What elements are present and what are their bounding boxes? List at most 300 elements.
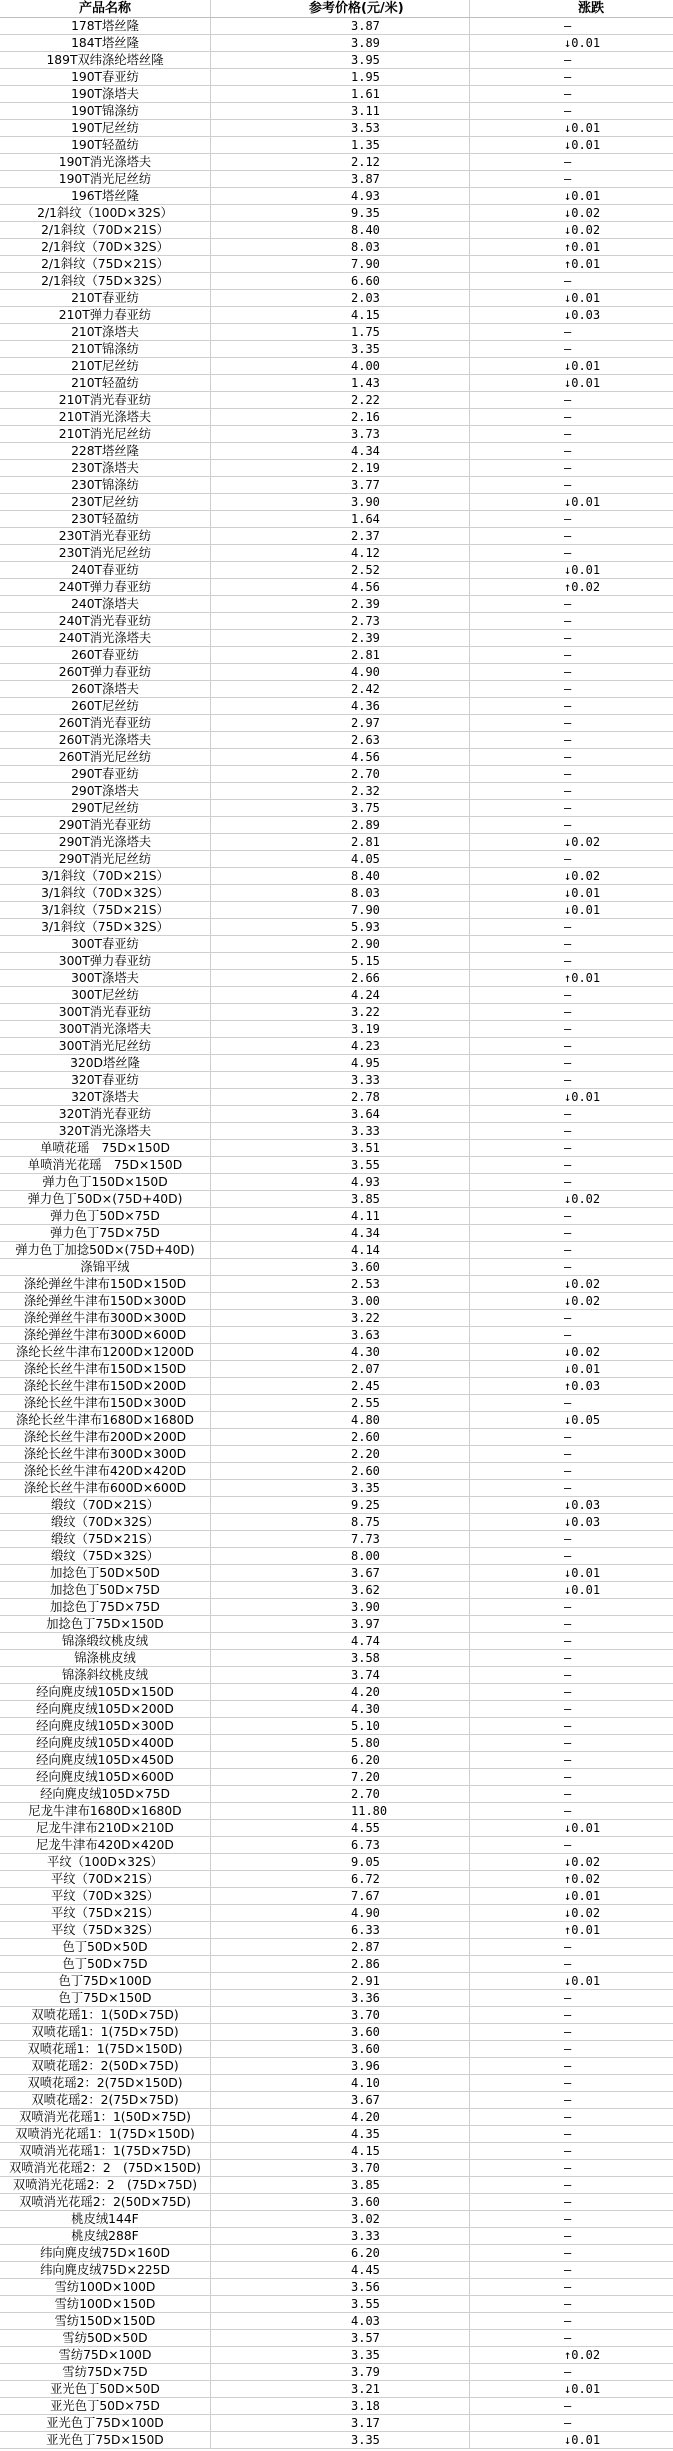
table-row <box>0 477 673 494</box>
price-cell: 6.60 <box>351 274 380 288</box>
price-cell: 3.60 <box>351 2195 380 2209</box>
change-cell: — <box>564 1991 572 2005</box>
price-cell: 8.03 <box>351 886 380 900</box>
product-name-cell: 290T尼丝纺 <box>71 801 139 815</box>
product-name-cell: 230T锦涤纺 <box>71 478 139 492</box>
price-cell: 3.96 <box>351 2059 380 2073</box>
table-row <box>0 103 673 120</box>
change-cell: ↑0.01 <box>564 1923 601 1937</box>
change-cell: — <box>564 155 572 169</box>
table-row <box>0 783 673 800</box>
price-cell: 2.87 <box>351 1940 380 1954</box>
product-name-cell: 涤纶弹丝牛津布300D×300D <box>23 1311 187 1325</box>
price-cell: 3.62 <box>351 1583 380 1597</box>
change-cell: — <box>564 87 572 101</box>
table-row <box>0 171 673 188</box>
product-name-cell: 双喷消光花瑶1：1(50D×75D) <box>19 2110 191 2124</box>
price-cell: 5.93 <box>351 920 380 934</box>
product-name-cell: 涤纶长丝牛津布150D×300D <box>23 1396 187 1410</box>
product-name-cell: 涤纶弹丝牛津布300D×600D <box>23 1328 187 1342</box>
change-cell: — <box>564 1260 572 1274</box>
change-cell: — <box>564 1396 572 1410</box>
table-row <box>0 2143 673 2160</box>
change-cell: — <box>564 2246 572 2260</box>
price-cell: 2.90 <box>351 937 380 951</box>
change-cell: ↓0.01 <box>564 1362 601 1376</box>
change-cell: ↓0.01 <box>564 1566 601 1580</box>
change-cell: — <box>564 1957 572 1971</box>
table-row <box>0 1837 673 1854</box>
table-row <box>0 919 673 936</box>
change-cell: — <box>564 2110 572 2124</box>
product-name-cell: 190T尼丝纺 <box>71 121 139 135</box>
change-cell: — <box>564 1447 572 1461</box>
price-cell: 2.12 <box>351 155 380 169</box>
product-name-cell: 190T锦涤纺 <box>71 104 139 118</box>
price-cell: 4.80 <box>351 1413 380 1427</box>
price-cell: 3.19 <box>351 1022 380 1036</box>
table-row <box>0 2041 673 2058</box>
change-cell: — <box>564 716 572 730</box>
table-row <box>0 2415 673 2432</box>
change-cell: — <box>564 19 572 33</box>
table-row <box>0 307 673 324</box>
price-cell: 8.75 <box>351 1515 380 1529</box>
product-name-cell: 260T春亚纺 <box>71 648 139 662</box>
price-cell: 7.67 <box>351 1889 380 1903</box>
change-cell: — <box>564 2059 572 2073</box>
change-cell: — <box>564 512 572 526</box>
table-row <box>0 1242 673 1259</box>
table-row <box>0 1905 673 1922</box>
change-cell: — <box>564 988 572 1002</box>
product-name-cell: 2/1斜纹（75D×32S） <box>41 274 169 288</box>
change-cell: — <box>564 2144 572 2158</box>
change-cell: ↓0.01 <box>564 563 601 577</box>
table-row <box>0 239 673 256</box>
price-cell: 3.90 <box>351 495 380 509</box>
price-cell: 2.16 <box>351 410 380 424</box>
price-cell: 3.56 <box>351 2280 380 2294</box>
table-row <box>0 834 673 851</box>
change-cell: ↓0.01 <box>564 1090 601 1104</box>
price-cell: 2.60 <box>351 1464 380 1478</box>
table-row <box>0 1123 673 1140</box>
price-cell: 4.12 <box>351 546 380 560</box>
product-name-cell: 240T涤塔夫 <box>71 597 139 611</box>
table-row <box>0 2007 673 2024</box>
product-name-cell: 锦涤缎纹桃皮绒 <box>61 1634 149 1648</box>
change-cell: ↓0.03 <box>564 1515 601 1529</box>
product-name-cell: 桃皮绒288F <box>71 2229 139 2243</box>
table-row <box>0 1361 673 1378</box>
change-cell: ↓0.01 <box>564 1974 601 1988</box>
price-cell: 3.90 <box>351 1600 380 1614</box>
product-name-cell: 弹力色丁75D×75D <box>50 1226 160 1240</box>
product-name-cell: 2/1斜纹（100D×32S） <box>37 206 173 220</box>
product-name-cell: 经向麂皮绒105D×400D <box>36 1736 174 1750</box>
product-name-cell: 缎纹（70D×32S） <box>50 1515 160 1529</box>
table-row <box>0 1276 673 1293</box>
product-name-cell: 色丁50D×75D <box>62 1957 148 1971</box>
change-cell: ↓0.01 <box>564 376 601 390</box>
table-row <box>0 1973 673 1990</box>
change-cell: — <box>564 1243 572 1257</box>
product-name-cell: 加捻色丁50D×75D <box>50 1583 160 1597</box>
table-row <box>0 732 673 749</box>
table-row <box>0 1293 673 1310</box>
price-cell: 3.97 <box>351 1617 380 1631</box>
price-cell: 3.70 <box>351 2161 380 2175</box>
price-cell: 7.73 <box>351 1532 380 1546</box>
product-name-cell: 弹力色丁50D×(75D+40D) <box>27 1192 183 1206</box>
price-cell: 2.55 <box>351 1396 380 1410</box>
change-cell: — <box>564 2076 572 2090</box>
product-name-cell: 230T消光春亚纺 <box>58 529 152 543</box>
change-cell: — <box>564 478 572 492</box>
table-row <box>0 1140 673 1157</box>
product-name-cell: 平纹（70D×21S） <box>50 1872 160 1886</box>
price-cell: 2.70 <box>351 1787 380 1801</box>
price-cell: 6.20 <box>351 1753 380 1767</box>
table-row <box>0 749 673 766</box>
change-cell: — <box>564 1056 572 1070</box>
product-name-cell: 桃皮绒144F <box>71 2212 139 2226</box>
table-row <box>0 562 673 579</box>
table-row <box>0 1922 673 1939</box>
product-name-cell: 230T轻盈纺 <box>71 512 139 526</box>
product-name-cell: 290T春亚纺 <box>71 767 139 781</box>
product-name-cell: 3/1斜纹（75D×21S） <box>41 903 169 917</box>
change-cell: — <box>564 1532 572 1546</box>
change-cell: ↓0.02 <box>564 1855 601 1869</box>
product-name-cell: 290T消光春亚纺 <box>58 818 152 832</box>
product-name-cell: 320T消光涤塔夫 <box>58 1124 152 1138</box>
price-cell: 11.80 <box>351 1804 388 1818</box>
product-name-cell: 经向麂皮绒105D×450D <box>36 1753 174 1767</box>
table-row <box>0 188 673 205</box>
change-cell: — <box>564 1464 572 1478</box>
price-cell: 3.35 <box>351 2433 380 2447</box>
price-cell: 3.35 <box>351 342 380 356</box>
table-row <box>0 647 673 664</box>
table-row <box>0 1310 673 1327</box>
change-cell: — <box>564 2178 572 2192</box>
table-row <box>0 1684 673 1701</box>
table-row <box>0 137 673 154</box>
product-name-cell: 300T春亚纺 <box>71 937 139 951</box>
price-cell: 4.20 <box>351 1685 380 1699</box>
table-header <box>0 0 673 18</box>
price-cell: 3.21 <box>351 2382 380 2396</box>
table-row <box>0 1803 673 1820</box>
price-cell: 9.05 <box>351 1855 380 1869</box>
change-cell: — <box>564 325 572 339</box>
product-name-cell: 色丁75D×100D <box>58 1974 152 1988</box>
product-name-cell: 双喷花瑶1：1(75D×150D) <box>27 2042 183 2056</box>
table-row <box>0 936 673 953</box>
product-name-cell: 210T尼丝纺 <box>71 359 139 373</box>
price-cell: 1.43 <box>351 376 380 390</box>
price-cell: 2.63 <box>351 733 380 747</box>
table-row <box>0 953 673 970</box>
product-name-cell: 雪纺75D×100D <box>58 2348 152 2362</box>
product-name-cell: 178T塔丝隆 <box>71 19 139 33</box>
price-cell: 4.93 <box>351 189 380 203</box>
change-cell: — <box>564 1005 572 1019</box>
product-name-cell: 300T尼丝纺 <box>71 988 139 1002</box>
price-cell: 4.15 <box>351 2144 380 2158</box>
product-name-cell: 平纹（75D×21S） <box>50 1906 160 1920</box>
product-name-cell: 双喷消光花瑶1：1(75D×75D) <box>19 2144 191 2158</box>
change-cell: — <box>564 2314 572 2328</box>
change-cell: — <box>564 104 572 118</box>
price-cell: 4.34 <box>351 1226 380 1240</box>
table-row <box>0 596 673 613</box>
price-cell: 3.22 <box>351 1005 380 1019</box>
table-row <box>0 222 673 239</box>
table-row <box>0 630 673 647</box>
price-cell: 2.97 <box>351 716 380 730</box>
product-name-cell: 3/1斜纹（70D×21S） <box>41 869 169 883</box>
change-cell: — <box>564 2025 572 2039</box>
change-cell: ↓0.01 <box>564 1821 601 1835</box>
product-name-cell: 320T消光春亚纺 <box>58 1107 152 1121</box>
price-cell: 2.78 <box>351 1090 380 1104</box>
price-cell: 8.00 <box>351 1549 380 1563</box>
product-name-cell: 210T涤塔夫 <box>71 325 139 339</box>
product-name-cell: 300T涤塔夫 <box>71 971 139 985</box>
price-cell: 3.64 <box>351 1107 380 1121</box>
price-cell: 4.90 <box>351 1906 380 1920</box>
product-name-cell: 加捻色丁75D×75D <box>50 1600 160 1614</box>
product-name-cell: 300T弹力春亚纺 <box>58 954 152 968</box>
change-cell: — <box>564 1022 572 1036</box>
table-row <box>0 1769 673 1786</box>
price-cell: 2.60 <box>351 1430 380 1444</box>
change-cell: — <box>564 852 572 866</box>
product-name-cell: 涤纶长丝牛津布1200D×1200D <box>16 1345 194 1359</box>
product-name-cell: 经向麂皮绒105D×200D <box>36 1702 174 1716</box>
table-row <box>0 52 673 69</box>
table-row <box>0 1701 673 1718</box>
product-name-cell: 双喷花瑶2：2(50D×75D) <box>31 2059 179 2073</box>
price-cell: 4.20 <box>351 2110 380 2124</box>
product-name-cell: 210T锦涤纺 <box>71 342 139 356</box>
table-row <box>0 1259 673 1276</box>
change-cell: — <box>564 1804 572 1818</box>
price-cell: 2.20 <box>351 1447 380 1461</box>
change-cell: — <box>564 172 572 186</box>
table-row <box>0 1939 673 1956</box>
change-cell: ↑0.01 <box>564 257 601 271</box>
price-cell: 2.39 <box>351 597 380 611</box>
product-name-cell: 弹力色丁150D×150D <box>42 1175 168 1189</box>
price-cell: 3.85 <box>351 2178 380 2192</box>
price-cell: 3.58 <box>351 1651 380 1665</box>
change-cell: ↓0.02 <box>564 1294 601 1308</box>
product-name-cell: 弹力色丁50D×75D <box>50 1209 160 1223</box>
product-name-cell: 320D塔丝隆 <box>70 1056 140 1070</box>
change-cell: — <box>564 631 572 645</box>
table-row <box>0 1854 673 1871</box>
table-row <box>0 1718 673 1735</box>
product-name-cell: 弹力色丁加捻50D×(75D+40D) <box>15 1243 195 1257</box>
table-row <box>0 817 673 834</box>
price-cell: 2.91 <box>351 1974 380 1988</box>
price-cell: 5.80 <box>351 1736 380 1750</box>
table-row <box>0 1752 673 1769</box>
table-row <box>0 1157 673 1174</box>
change-cell: — <box>564 2229 572 2243</box>
change-cell: — <box>564 818 572 832</box>
table-row <box>0 1344 673 1361</box>
table-row <box>0 1208 673 1225</box>
price-cell: 4.56 <box>351 580 380 594</box>
table-row <box>0 2330 673 2347</box>
change-cell: — <box>564 648 572 662</box>
table-row <box>0 800 673 817</box>
product-name-cell: 双喷消光花瑶2：2 (75D×75D) <box>12 2178 198 2192</box>
price-cell: 6.33 <box>351 1923 380 1937</box>
table-row <box>0 1089 673 1106</box>
product-name-cell: 260T消光春亚纺 <box>58 716 152 730</box>
product-name-cell: 230T涤塔夫 <box>71 461 139 475</box>
price-cell: 1.64 <box>351 512 380 526</box>
table-row <box>0 1106 673 1123</box>
price-cell: 2.81 <box>351 648 380 662</box>
price-cell: 3.60 <box>351 2025 380 2039</box>
product-name-cell: 平纹（100D×32S） <box>47 1855 163 1869</box>
product-name-cell: 300T消光尼丝纺 <box>58 1039 152 1053</box>
change-cell: — <box>564 274 572 288</box>
price-cell: 4.23 <box>351 1039 380 1053</box>
table-row <box>0 18 673 35</box>
price-cell: 3.33 <box>351 1124 380 1138</box>
product-name-cell: 涤纶长丝牛津布150D×150D <box>23 1362 187 1376</box>
product-name-cell: 经向麂皮绒105D×150D <box>36 1685 174 1699</box>
price-cell: 4.14 <box>351 1243 380 1257</box>
price-cell: 3.95 <box>351 53 380 67</box>
table-row <box>0 290 673 307</box>
header-product-name: 产品名称 <box>78 1 131 16</box>
change-cell: ↓0.02 <box>564 1906 601 1920</box>
price-cell: 4.93 <box>351 1175 380 1189</box>
product-name-cell: 缎纹（75D×32S） <box>50 1549 160 1563</box>
product-name-cell: 涤纶长丝牛津布1680D×1680D <box>16 1413 194 1427</box>
price-cell: 2.70 <box>351 767 380 781</box>
table-row <box>0 460 673 477</box>
table-row <box>0 1055 673 1072</box>
product-name-cell: 230T尼丝纺 <box>71 495 139 509</box>
change-cell: — <box>564 665 572 679</box>
product-name-cell: 雪纺100D×100D <box>54 2280 156 2294</box>
table-row <box>0 2109 673 2126</box>
change-cell: — <box>564 2008 572 2022</box>
change-cell: ↓0.02 <box>564 223 601 237</box>
price-cell: 3.57 <box>351 2331 380 2345</box>
table-row <box>0 2398 673 2415</box>
price-cell: 3.55 <box>351 2297 380 2311</box>
price-cell: 3.60 <box>351 1260 380 1274</box>
table-row <box>0 2279 673 2296</box>
price-cell: 2.42 <box>351 682 380 696</box>
product-name-cell: 2/1斜纹（75D×21S） <box>41 257 169 271</box>
table-row <box>0 1531 673 1548</box>
table-row <box>0 2194 673 2211</box>
product-name-cell: 尼龙牛津布210D×210D <box>36 1821 174 1835</box>
change-cell: ↑0.01 <box>564 240 601 254</box>
change-cell: — <box>564 1175 572 1189</box>
price-cell: 3.74 <box>351 1668 380 1682</box>
product-name-cell: 190T春亚纺 <box>71 70 139 84</box>
change-cell: — <box>564 2416 572 2430</box>
table-row <box>0 2228 673 2245</box>
table-row <box>0 2432 673 2449</box>
table-row <box>0 2347 673 2364</box>
change-cell: — <box>564 733 572 747</box>
table-row <box>0 579 673 596</box>
table-row <box>0 1514 673 1531</box>
price-cell: 3.67 <box>351 2093 380 2107</box>
product-name-cell: 经向麂皮绒105D×600D <box>36 1770 174 1784</box>
change-cell: ↓0.01 <box>564 291 601 305</box>
price-cell: 4.55 <box>351 1821 380 1835</box>
product-name-cell: 双喷花瑶2：2(75D×150D) <box>27 2076 183 2090</box>
table-row <box>0 358 673 375</box>
product-name-cell: 涤纶长丝牛津布200D×200D <box>23 1430 187 1444</box>
table-row <box>0 1446 673 1463</box>
product-name-cell: 亚光色丁75D×100D <box>46 2416 164 2430</box>
product-name-cell: 2/1斜纹（70D×32S） <box>41 240 169 254</box>
table-row <box>0 1021 673 1038</box>
change-cell: ↓0.01 <box>564 359 601 373</box>
table-row <box>0 375 673 392</box>
price-cell: 3.00 <box>351 1294 380 1308</box>
price-cell: 6.72 <box>351 1872 380 1886</box>
table-row <box>0 2296 673 2313</box>
change-cell: — <box>564 546 572 560</box>
price-cell: 7.90 <box>351 903 380 917</box>
product-name-cell: 尼龙牛津布1680D×1680D <box>28 1804 182 1818</box>
change-cell: — <box>564 1039 572 1053</box>
table-row <box>0 1004 673 1021</box>
table-row <box>0 1820 673 1837</box>
price-cell: 3.22 <box>351 1311 380 1325</box>
change-cell: — <box>564 1719 572 1733</box>
table-row <box>0 2364 673 2381</box>
product-name-cell: 双喷花瑶1：1(50D×75D) <box>31 2008 179 2022</box>
table-row <box>0 2245 673 2262</box>
table-row <box>0 2177 673 2194</box>
table-row <box>0 2092 673 2109</box>
change-cell: ↓0.02 <box>564 1192 601 1206</box>
price-cell: 3.35 <box>351 1481 380 1495</box>
product-name-cell: 260T消光涤塔夫 <box>58 733 152 747</box>
product-name-cell: 双喷花瑶2：2(75D×75D) <box>31 2093 179 2107</box>
change-cell: — <box>564 393 572 407</box>
table-row <box>0 1174 673 1191</box>
table-row <box>0 1548 673 1565</box>
change-cell: — <box>564 1634 572 1648</box>
change-cell: — <box>564 461 572 475</box>
change-cell: — <box>564 801 572 815</box>
table-row <box>0 1463 673 1480</box>
change-cell: — <box>564 1549 572 1563</box>
change-cell: — <box>564 954 572 968</box>
change-cell: — <box>564 1753 572 1767</box>
table-row <box>0 766 673 783</box>
